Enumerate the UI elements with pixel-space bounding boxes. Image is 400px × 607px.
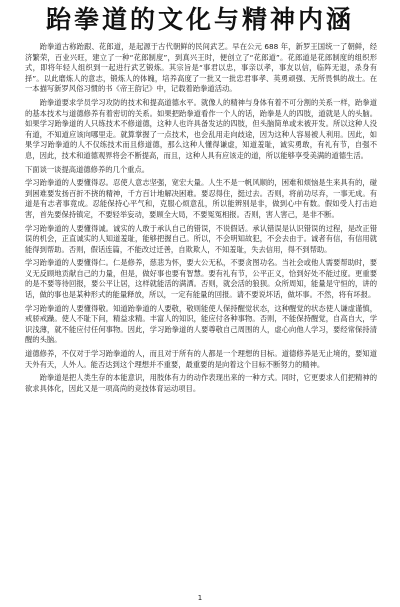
paragraph: 学习跆拳道的人要懂得忍。忍使人意志坚强，宽宏大量。人生不是一帆风顺的，困难和烦恼是生来具有的，碰到困难要发扬百折不挠的精神，千方百计地解决困难。要忍得住，挺过去。否则，将前功尽弃，一事无成。有道是有志者事竟成。忍能保持心平气和，克服心烦意乱，所以能辨别是非，做到心中有数。假如受人打击迫害，首先要保持镇定，不要轻举妄动，要顾全大局，不要冤冤相报。否则，害人害己，是非不断。 [25,178,377,219]
paragraph: 跆拳道要求学员学习攻防的技术和提高道德水平。就像人的精神与身体有着不可分割的关系一样，跆拳道的基本技术与道德修养有着密切的关系。如果把跆拳道看作一个人的话，跆拳是人的四肢，道就是人的头脑。如果学习跆拳道的人只练技术不修道德，这种人也许具备发达的四肢，但头脑简单或未被开发。所以这种人没有道，不知道应该向哪里走。就算掌握了一点技术，也会乱用走向歧途，因为这种人容易被人利用。因此，如果学习跆拳道的人不仅练技术而且修道德，那么这种人懂得谦虚，知道羞耻，诚实勇敢，有礼有节，自强不息，因此，技术和道德观界将会不断提高，而且，这种人具有应该走的道，所以能够享受美满的道德生活。 [25,97,377,160]
paragraph: 跆拳道古称跆跟、花郎道，是起源于古代朝鲜的民间武艺。早在公元 688 年，新罗王国统一了朝鲜，经济繁荣，百业兴旺，建立了一种“花郎制度”，到真兴王时，便创立了“花郎道”。花郎道是花郎制度的组织形式，即将年轻人组织到一起进行武艺锻炼。其宗旨是“事君以忠，事亲以孝，事友以信，临阵无退，杀身有择”。以此磨炼人的意志，锻炼人的体魄，培养高度了一批又一批忠君事孝、英勇顽强、无所畏惧的战士。在一本描写新罗风俗习惯的书《帝王韵记》中，记载着跆拳道活动。 [25,42,377,94]
paragraph: 道德修养，不仅对于学习跆拳道的人，而且对于所有的人都是一个理想的目标。道德修养是无止境的，要知道天外有天，人外人。能否达到这个理想并不重要，最重要的是向着这个目标不断努力的精神。 [25,349,377,369]
paragraph: 下面谈一谈提高道德修养的几个重点。 [25,164,150,174]
page-number: 1 [197,594,203,602]
paragraph: 跆拳道是把人类生存的本能意识，用肢体有力的动作表现出来的一种方式。同时，它更要求人们把精神的欲求具体化，因此又是一项高尚的竞技体育运动项目。 [25,373,377,393]
document-body [25,42,377,397]
paragraph: 学习跆拳道的人要懂得仁。仁是修养，慈悲为怀，要大公无私，不要贪图功名。当社会或他人需要帮助时，要义无反顾地贡献自己的力量，但是，做好事也要有智慧。要有礼有节，公平正义，恰到好处不能过度。更重要的是不要等待回报，要公平让居，这样就能活的满洒。否则，就会活的狼狈。众所周知，能量是守恒的，讲的话，做的事也是某种形式的能量释放，所以，一定有能量的回报。请不要说坏话，做坏事。不然，将有坏报。 [25,258,377,300]
paragraph: 学习跆拳道的人要懂得诚。诚实的人敢于承认自己的错误，不说假话。承认错误是认识错误的过程，是改正错误的机会，正直诚实的人知道羞耻，能够把握自己。所以，不会明知故犯，不会去由于。诚者有信，有信用就能得到帮助。否则，假话连篇，不能改过迁善，自欺欺人，不知羞耻，失去信用，得不到帮助。 [25,223,377,254]
document-title: 跆拳道的文化与精神内涵 [45,5,354,34]
paragraph: 学习跆拳道的人要懂得敬。知道跆拳道的人要敬，敬则能使人保持醒觉状态，这种醒觉的状态使人谦虚谨慎，戒骄戒躁。使人不耻下问，精益求精。丰富人的知识，能应付各种事物。否则，不能保持醒觉，自高自大，学识浅薄，就不能应付任何事物。因此，学习跆拳道的人要尊敬自己周围的人，虚心向他人学习，要经常保持清醒的头脑。 [25,303,377,345]
